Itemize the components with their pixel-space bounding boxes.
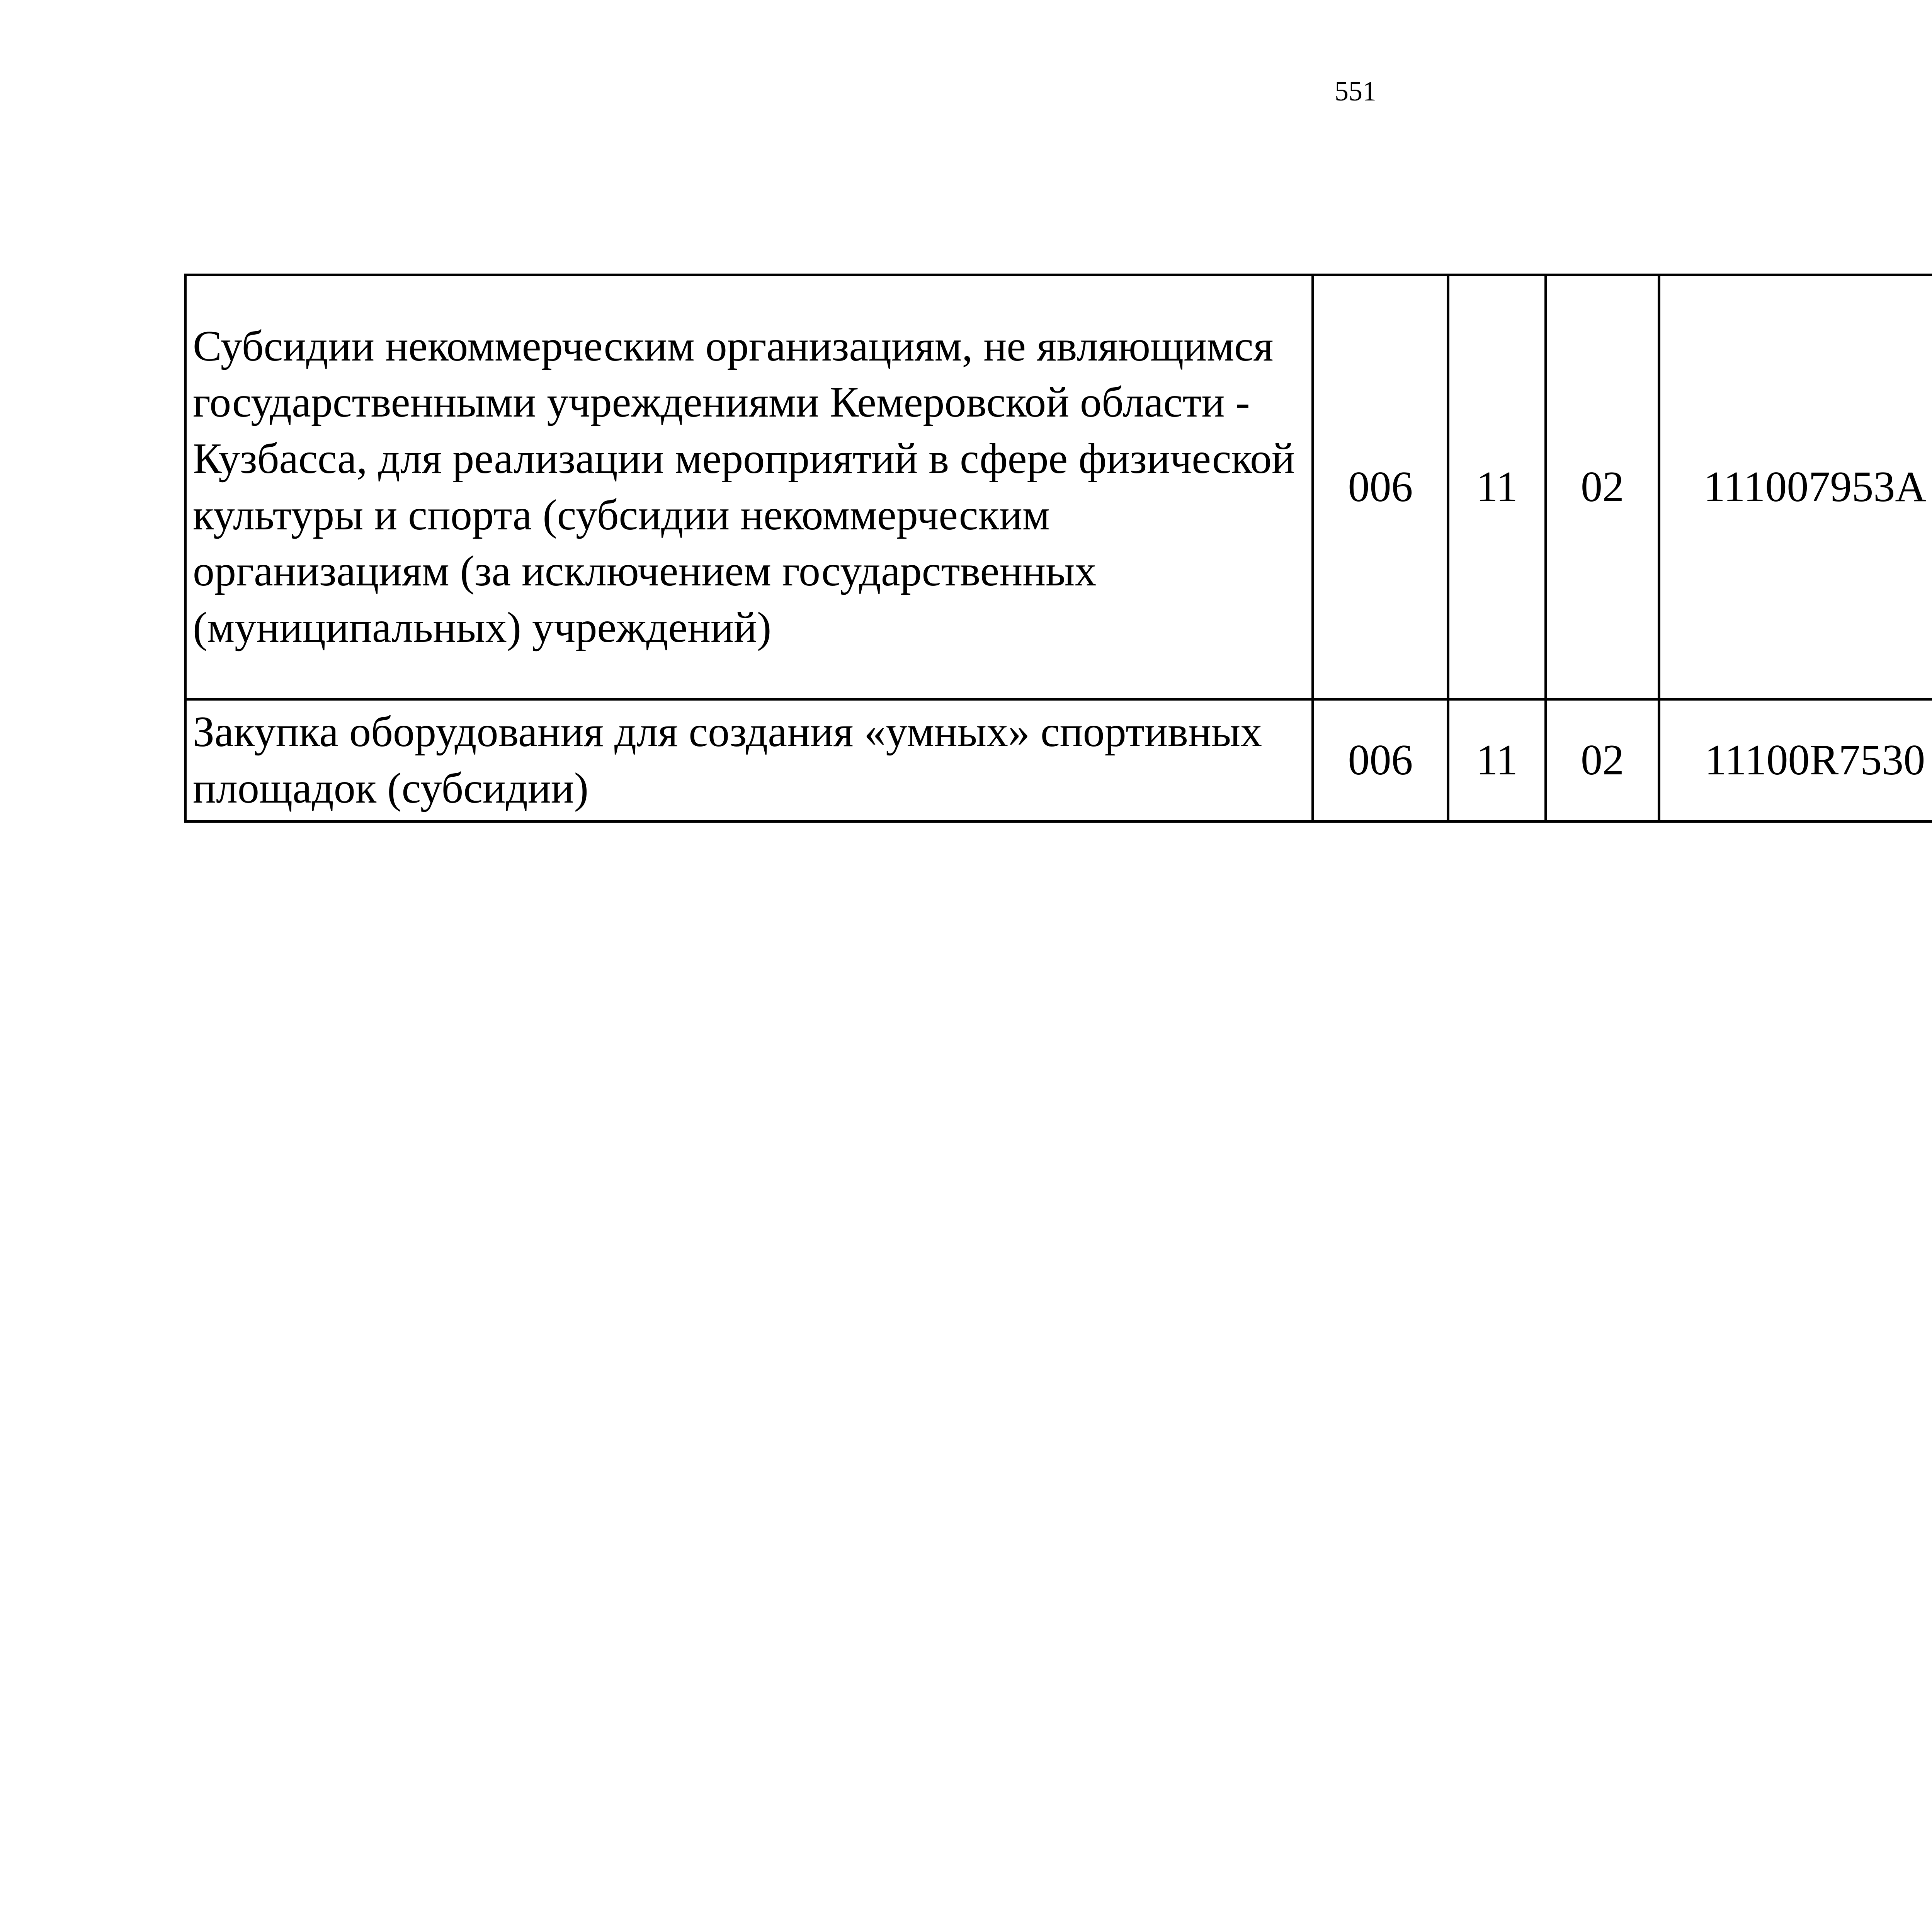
table-row xyxy=(185,699,1932,822)
expense-name-cell: Субсидии некоммерческим организациям, не являющимся государственными учреждениями Кемеровской области - Кузбасса, для реализации мероприятий в сфере физической культуры и спорта (субсидии некоммерческим организациям (за исключением государственных (муниципальных) учреждений) xyxy=(185,275,1313,699)
ministry-code-cell: 006 xyxy=(1313,699,1448,822)
ministry-code-cell: 006 xyxy=(1313,275,1448,699)
budget-table xyxy=(184,274,1932,823)
subsection-code-cell: 02 xyxy=(1546,699,1659,822)
section-code-cell: 11 xyxy=(1448,699,1546,822)
table-row xyxy=(185,275,1932,699)
subsection-code-cell: 02 xyxy=(1546,275,1659,699)
page-number: 551 xyxy=(1335,76,1376,107)
section-code-cell: 11 xyxy=(1448,275,1546,699)
expense-name-cell: Закупка оборудования для создания «умных» спортивных площадок (субсидии) xyxy=(185,699,1313,822)
target-article-cell: 11100R7530 xyxy=(1659,699,1932,822)
target-article-cell: 111007953А xyxy=(1659,275,1932,699)
